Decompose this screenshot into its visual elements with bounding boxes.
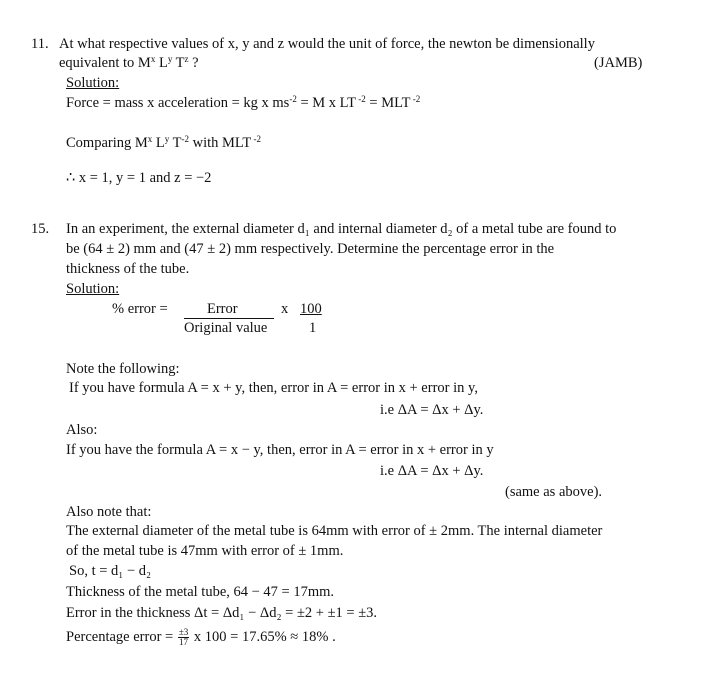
paragraph-line1: The external diameter of the metal tube is 64mm with error of ± 2mm. The internal diameter [66,523,603,539]
paragraph-line2: of the metal tube is 47mm with error of ± 1mm. [66,543,344,559]
q11-solution-label: Solution: [66,75,120,91]
fraction-bar [184,318,274,319]
q15-number: 15. [31,221,50,237]
hundred-denominator: 1 [309,320,317,336]
q15-line3: thickness of the tube. [66,261,190,277]
times-sign: x [281,301,289,317]
rule2-ie: i.e ΔA = Δx + Δy. [380,463,484,479]
percentage-error-line: Percentage error = $\frac{\pm 3}{17}$ x 100 = 17.65% ≈ 18% . [66,627,336,647]
also-note-heading: Also note that: [66,504,152,520]
q11-number: 11. [31,36,49,52]
so-line: So, t = d₁ − d₂ [69,563,152,579]
q11-source: (JAMB) [594,55,643,71]
q11-comparing-line: Comparing $M^x$ $L^y$ $T^{-2}$ with MLT $^{-2}$ [66,134,262,151]
rule1-line: If you have formula A = x + y, then, error in A = error in x + error in y, [69,380,478,396]
q11-line2: equivalent to $M^x$ $L^y$ $T^z$ ? [59,54,199,71]
q11-therefore-line: ∴ x = 1, y = 1 and z = −2 [66,170,212,186]
same-as-above: (same as above). [505,484,603,500]
also-label: Also: [66,422,98,438]
percentage-fraction: $\frac{\pm 3}{17}$ [178,627,189,647]
q15-line1: In an experiment, the external diameter d₁ and internal diameter d₂ of a metal tube are found to [66,221,617,237]
note-heading: Note the following: [66,361,180,377]
q15-solution-label: Solution: [66,281,120,297]
rule1-ie: i.e ΔA = Δx + Δy. [380,402,484,418]
rule2-line: If you have the formula A = x − y, then, error in A = error in x + error in y [66,442,494,458]
q15-line2: be (64 ± 2) mm and (47 ± 2) mm respectively. Determine the percentage error in the [66,241,555,257]
error-thickness-line: Error in the thickness Δt = Δd₁ − Δd₂ = ±2 + ±1 = ±3. [66,605,378,621]
thickness-line: Thickness of the metal tube, 64 − 47 = 17mm. [66,584,335,600]
fraction-denominator: Original value [184,320,268,336]
hundred-numerator: 100 [300,301,322,317]
q11-force-line: Force = mass x acceleration = kg x $ms^{-2} = M$ x LT $^{-2}$ = MLT $^{-2}$ [66,94,421,111]
q11-line1: At what respective values of x, y and z would the unit of force, the newton be dimensionally [59,36,595,52]
percent-error-label: % error = [112,301,168,317]
fraction-numerator: Error [207,301,238,317]
